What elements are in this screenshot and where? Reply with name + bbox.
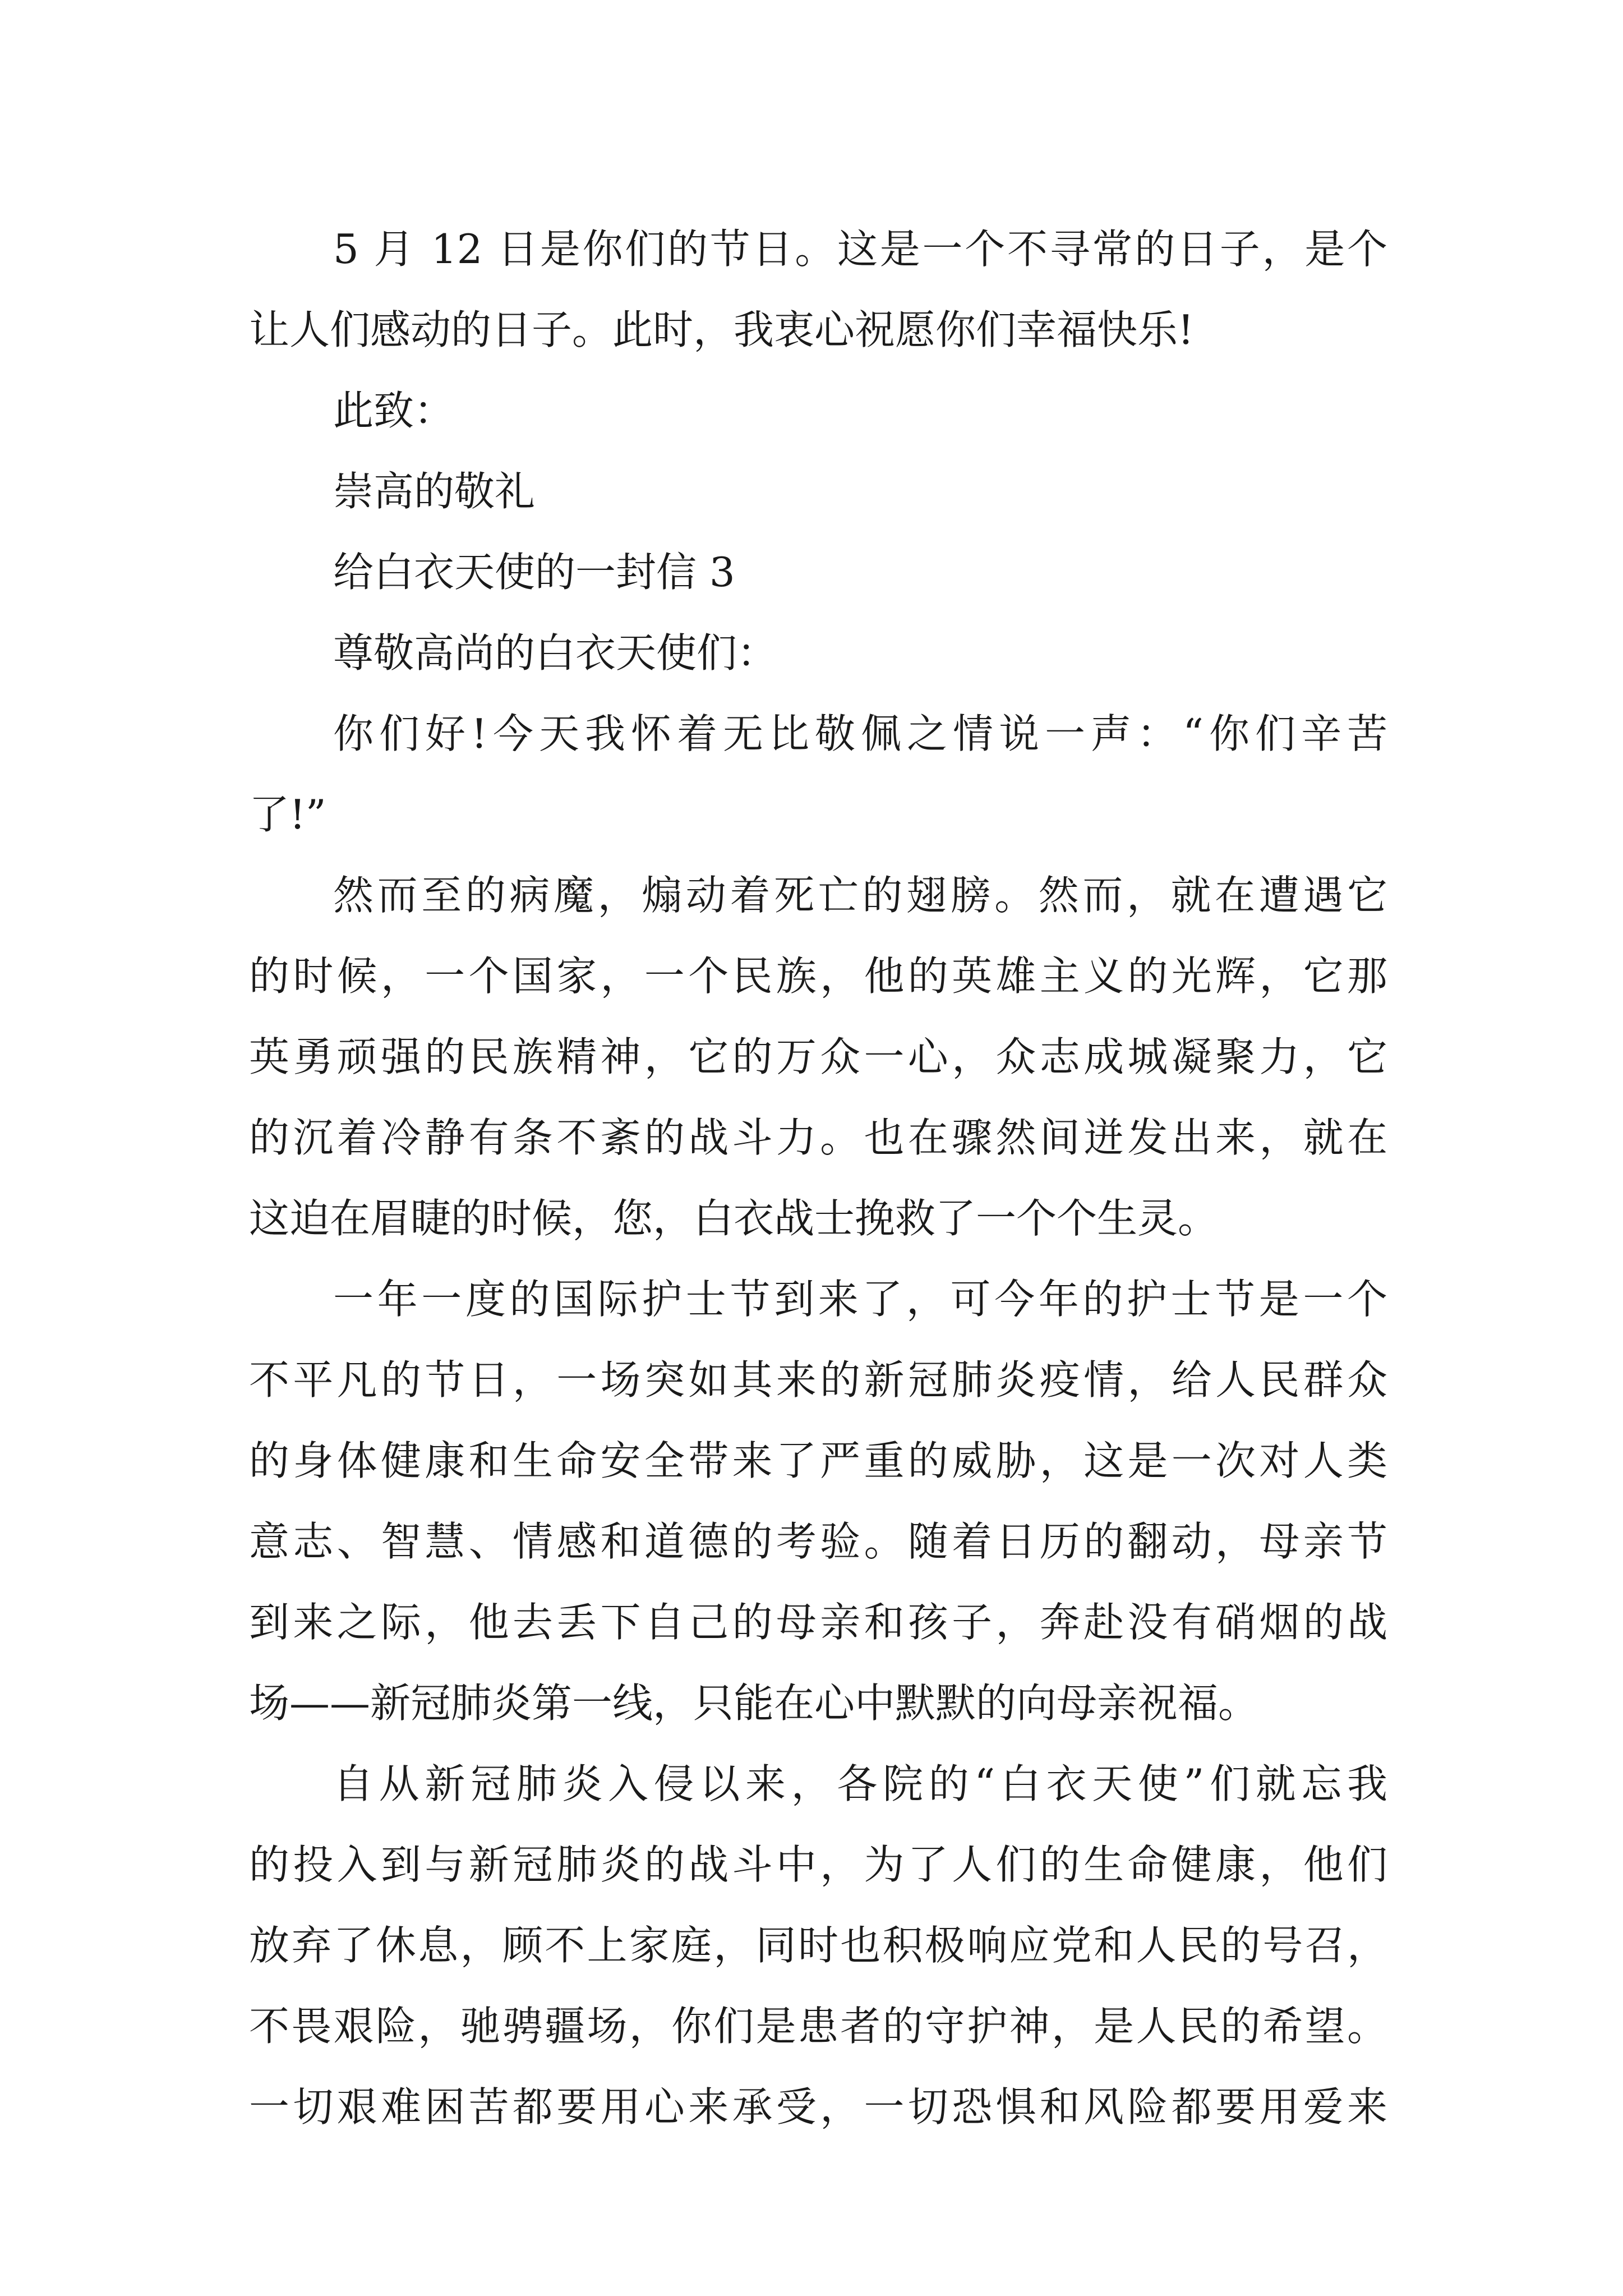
paragraph-line: 到来之际，他去丢下自己的母亲和孩子，奔赴没有硝烟的战 [249, 1599, 1387, 1646]
closing-regards: 崇高的敬礼 [333, 468, 536, 515]
paragraph-line: 你们好!今天我怀着无比敬佩之情说一声：“你们辛苦 [333, 710, 1387, 757]
paragraph-line: 让人们感动的日子。此时，我衷心祝愿你们幸福快乐! [249, 306, 1194, 353]
paragraph-line: 然而至的病魔，煽动着死亡的翅膀。然而，就在遭遇它 [333, 872, 1387, 919]
paragraph-line: 的时候，一个国家，一个民族，他的英雄主义的光辉，它那 [249, 953, 1387, 1000]
letter-title: 给白衣天使的一封信 3 [333, 549, 735, 596]
letter-greeting: 尊敬高尚的白衣天使们： [333, 629, 778, 677]
closing-salutation: 此致： [333, 387, 455, 434]
paragraph-line: 这迫在眉睫的时候，您，白衣战士挽救了一个个生灵。 [249, 1195, 1219, 1242]
paragraph-line: 5 月 12 日是你们的节日。这是一个不寻常的日子，是个 [333, 226, 1387, 273]
paragraph-line: 的身体健康和生命安全带来了严重的威胁，这是一次对人类 [249, 1437, 1387, 1484]
paragraph-line: 的投入到与新冠肺炎的战斗中，为了人们的生命健康，他们 [249, 1841, 1387, 1888]
paragraph-line: 一切艰难困苦都要用心来承受，一切恐惧和风险都要用爱来 [249, 2083, 1387, 2131]
paragraph-line: 场——新冠肺炎第一线，只能在心中默默的向母亲祝福。 [249, 1680, 1259, 1727]
paragraph-line: 的沉着冷静有条不紊的战斗力。也在骤然间迸发出来，就在 [249, 1114, 1387, 1161]
paragraph-line: 放弃了休息，顾不上家庭，同时也积极响应党和人民的号召， [249, 1922, 1387, 1969]
paragraph-line: 了!” [249, 791, 326, 838]
paragraph-line: 不畏艰险，驰骋疆场，你们是患者的守护神，是人民的希望。 [249, 2003, 1387, 2050]
paragraph-line: 一年一度的国际护士节到来了，可今年的护士节是一个 [333, 1276, 1387, 1323]
paragraph-line: 不平凡的节日，一场突如其来的新冠肺炎疫情，给人民群众 [249, 1356, 1387, 1404]
letter-body [249, 209, 1387, 2147]
paragraph-line: 自从新冠肺炎入侵以来，各院的“白衣天使”们就忘我 [333, 1760, 1387, 1807]
paragraph-line: 意志、智慧、情感和道德的考验。随着日历的翻动，母亲节 [249, 1518, 1387, 1565]
paragraph-line: 英勇顽强的民族精神，它的万众一心，众志成城凝聚力，它 [249, 1033, 1387, 1080]
